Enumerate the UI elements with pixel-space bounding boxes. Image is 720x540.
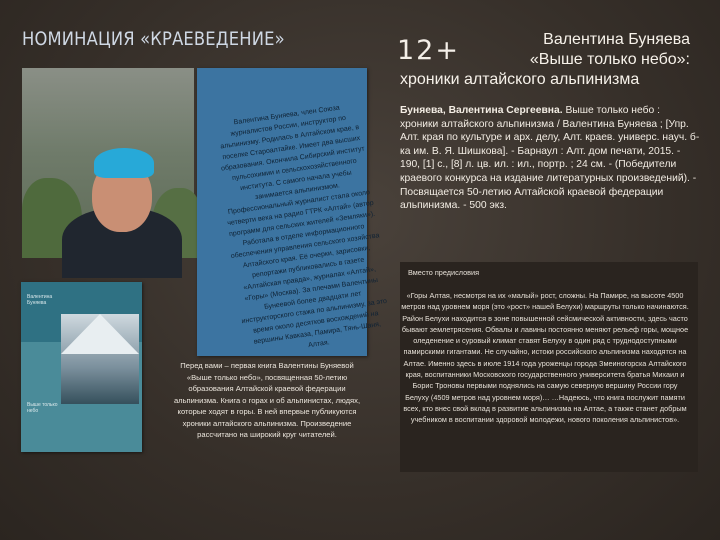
bibliographic-record — [400, 104, 700, 213]
excerpt-heading: Вместо предисловия — [408, 268, 480, 277]
book-author-heading: Валентина Буняева — [543, 31, 690, 48]
nomination-title: НОМИНАЦИЯ «КРАЕВЕДЕНИЕ» — [22, 28, 285, 50]
age-rating-badge: 12+ — [397, 35, 460, 66]
book-cover-image — [21, 282, 142, 452]
photo-cap — [94, 148, 154, 178]
author-photo — [22, 68, 194, 258]
bibliographic-text: Выше только небо : хроники алтайского альпинизма / Валентина Буняева ; [Упр. Алт. края по культуре и арх. делу, Алт. краев. универс. науч. б-ка им. В. Я. Шишкова]. - Барнаул : Алт. дом печати, 2015. - 190, [1] с., [8] л. цв. ил. : ил., портр. ; 24 см. - (Победители краевого конкурса на издание литературных произведений). - Посвящается 50-летию Алтайской краевой федерации альпинизма. - 500 экз. — [400, 105, 700, 212]
author-biography-text: Валентина Буняева, член Союза журналистов России, инструктор по альпинизму. Родилась в Алтайском крае, в поселке Староалтайке. Имеет два высших образования. Окончила Сибирский институт пульсохимии и сельскохозяйственного института. С самого начала учебы занимается альпинизмом. Профессиональный журналист стала около четверти века на радио ГТРК «Алтай» (автор программ для сельских жителей «Земляки»). Работала в отделе информационного обеспечения управления сельского хозяйства Алтайского края. Её очерки, зарисовки, репортажи публиковались в газете «Алтайская правда», журналах «Алтай», «Горы» (Москва). За плечами Валентины Бунеевой более двадцати лет инструкторского стажа по альпинизму, за это время около десятков восхождений на вершины Кавказа, Памира, Тянь-Шаня, Алтая. — [219, 104, 388, 350]
excerpt-text: «Горы Алтая, несмотря на их «малый» рост, сложны. На Памире, на высоте 4500 метров над уровнем моря (это «рост» нашей Белухи) маршруты только начинаются. Район Белухи находится в зоне повышенной сейсмической активности, здесь часто бывают землетрясения. Обвалы и лавины постоянно меняют рельеф горы, мощное оледенение и суровый климат ставят Белуху в один ряд с труднодоступными памирскими гигантами. Не случайно, истоки российского альпинизма находятся на Алтае. Именно здесь в июле 1914 года уроженцы города Змеиногорска Алтайского края, воспитанники Московского государственного университета братья Михаил и Борис Троновы первыми поднялись на самую северную вершину России гору Белуху (4509 метров над уровнем моря)… …Надеюсь, что книга послужит памяти всех, кто внес свой вклад в развитие альпинизма на Алтае, а также станет добрым учебником в воспитании здоровой молодежи, нового поколения альпинистов». — [401, 291, 689, 425]
bibliographic-author: Буняева, Валентина Сергеевна. — [400, 105, 563, 116]
author-biography-card — [197, 68, 388, 356]
book-title-line1: «Выше только небо»: — [529, 51, 690, 68]
book-title-block — [400, 30, 690, 90]
book-cover-title: Выше только небо — [27, 402, 58, 414]
book-cover-author: Валентина Буняева — [27, 294, 53, 306]
book-title-line2: хроники алтайского альпинизма — [400, 71, 640, 88]
book-description: Перед вами – первая книга Валентины Буняевой «Выше только небо», посвященная 50-летию образования Алтайской краевой федерации альпинизма. Книга о горах и об альпинистах, людях, которые ходят в горы. В ней впервые публикуются хроники алтайского альпинизма. Произведение рассчитано на широкий круг читателей. — [173, 361, 361, 439]
mountain-peak-icon — [61, 314, 139, 354]
